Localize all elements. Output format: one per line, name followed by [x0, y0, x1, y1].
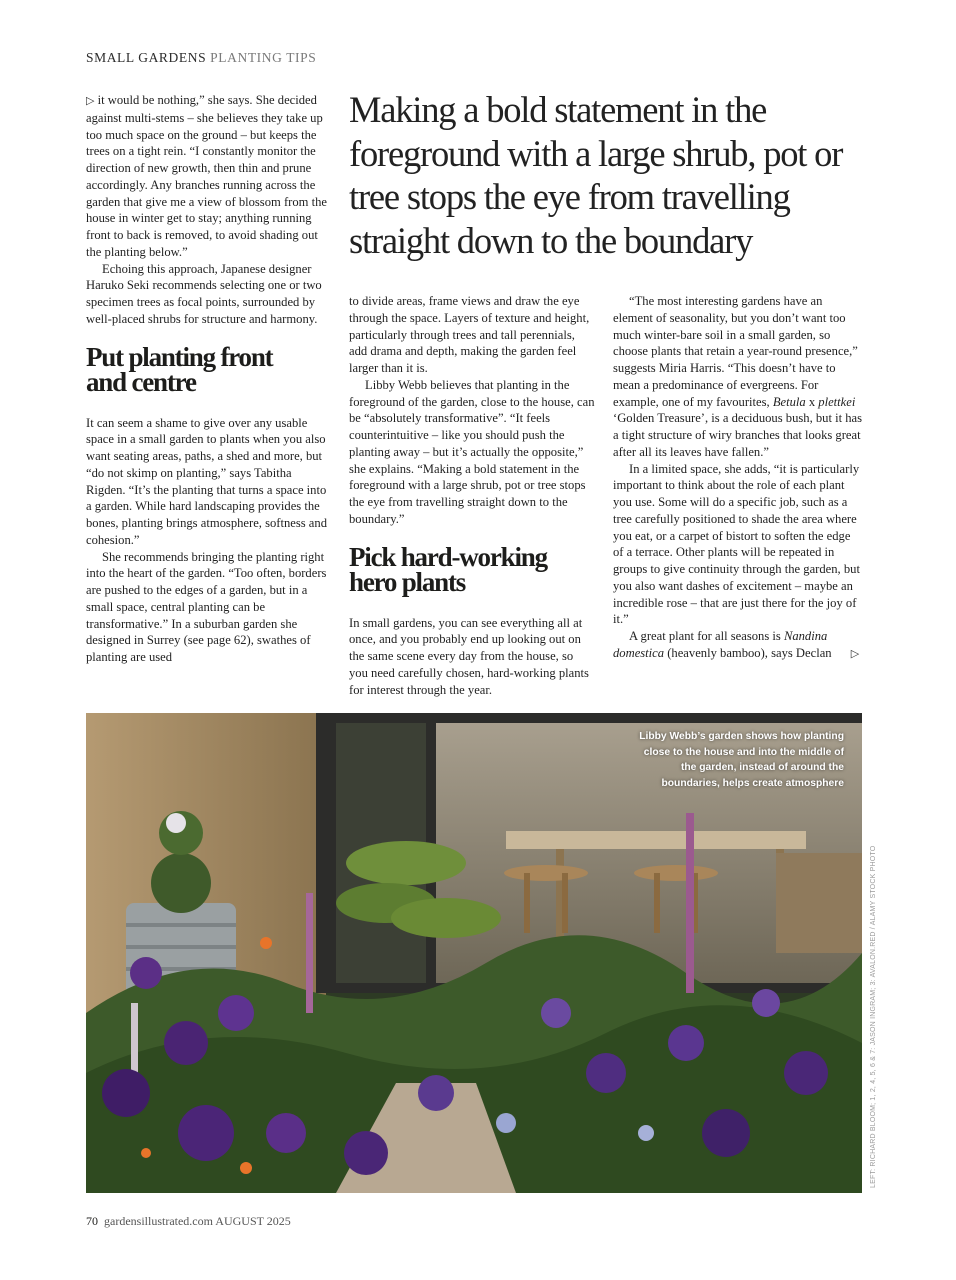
- allium: [102, 1069, 150, 1117]
- fatsia-leaf: [346, 841, 466, 885]
- allium: [344, 1131, 388, 1175]
- allium: [541, 998, 571, 1028]
- allium: [266, 1113, 306, 1153]
- col3-paragraph-2: In a limited space, she adds, “it is particularly important to think about the role of each plant you use. Some will do a specific job, such as a tree carefully positioned to shade the area where you eat, or a carpet of bistort to soften the edge of a terrace. Other plants will be repeated in groups to give continuity through the garden, but you also want dashes of excitement – maybe an incredible rose – that are just there for the joy of it.”: [613, 461, 860, 627]
- section-heading-planting: Put planting front and centre: [86, 341, 273, 397]
- stool: [504, 865, 588, 881]
- allium: [218, 995, 254, 1031]
- section-label: SMALL GARDENS: [86, 50, 207, 65]
- foxglove: [306, 893, 313, 1013]
- col2-paragraph-3: In small gardens, you can see everything all at once, and you probably end up looking out on the same scene every day from the house, so you need carefully chosen, hard-working plants for interest through the year.: [349, 615, 589, 697]
- folio-text: gardensillustrated.com AUGUST 2025: [104, 1214, 291, 1228]
- photo-credit: LEFT: RICHARD BLOOM; 1, 2, 4, 5, 6 & 7: JASON INGRAM; 3: AVALON.RED / ALAMY STOCK PHOTO: [870, 845, 877, 1188]
- allium: [668, 1025, 704, 1061]
- topiary: [151, 853, 211, 913]
- allium: [130, 957, 162, 989]
- foxglove: [686, 813, 694, 993]
- allium: [784, 1051, 828, 1095]
- woven-chair: [776, 853, 862, 953]
- col1-paragraph-3: It can seem a shame to give over any usable space in a small garden to plants when you also want seating areas, paths, a shed and more, but “do not skimp on planting,” says Tabitha Rigden. “It’s the planting that turns a space into a garden. While hard landscaping provides the bones, planting brings atmosphere, softness and cohesion.”: [86, 415, 327, 547]
- page-number: 70: [86, 1214, 98, 1228]
- allium: [164, 1021, 208, 1065]
- pull-quote: Making a bold statement in the foreground with a large shrub, pot or tree stops the eye from travelling straight down to the boundary: [349, 89, 843, 261]
- col1-paragraph-1: ▷ it would be nothing,” she says. She decided against multi-stems – she believes they take up too much space on the ground – but keeps the trees on a tight rein. “I constantly monitor the direction of new growth, then thin and prune accordingly. Any branches running across the garden that give me a view of blossom from the house in winter get to stay; anything running front to back is removed, to avoid shading out the planting below.”: [86, 93, 327, 259]
- column-2: [349, 293, 595, 698]
- col3-paragraph-3: A great plant for all seasons is Nandina domestica (heavenly bamboo), says Declan ▷: [613, 628, 863, 663]
- allium: [586, 1053, 626, 1093]
- continues-arrow-icon: ▷: [850, 647, 860, 660]
- dining-table: [506, 831, 806, 849]
- folio: [86, 1214, 291, 1229]
- section-heading-hero-plants: Pick hard-working hero plants: [349, 541, 547, 597]
- allium: [178, 1105, 234, 1161]
- subsection-label: PLANTING TIPS: [210, 50, 317, 65]
- continued-arrow-icon: ▷: [86, 95, 95, 107]
- allium: [418, 1075, 454, 1111]
- col1-paragraph-4: She recommends bringing the planting right into the heart of the garden. “Too often, borders are pushed to the edges of a garden, but in a small space, central planting can be transformative.” In a suburban garden she designed in Surrey (see page 62), swathes of planting are used: [86, 549, 327, 664]
- col3-paragraph-1: “The most interesting gardens have an element of seasonality, but you don’t want too much winter-bare soil in a small garden, so choose plants that retain a year-round presence,” suggests Miria Harris. “This doesn’t have to mean a predominance of evergreens. For example, one of my favourites, Betula x plettkei ‘Golden Treasure’, is a deciduous bush, but it has a tight structure of wiry branches that looks great after all its leaves have fallen.”: [613, 294, 863, 459]
- garden-photo: [86, 713, 862, 1193]
- running-head: [86, 50, 316, 66]
- column-3: [613, 293, 863, 663]
- photo-caption: Libby Webb’s garden shows how planting close to the house and into the middle of the garden, instead of around the boundaries, helps create atmosphere: [639, 731, 844, 789]
- col1-paragraph-2: Echoing this approach, Japanese designer Haruko Seki recommends selecting one or two specimen trees as focal points, surrounded by well-placed shrubs for structure and harmony.: [86, 261, 322, 326]
- column-1: [86, 92, 330, 666]
- stool: [634, 865, 718, 881]
- col2-paragraph-1: to divide areas, frame views and draw the eye through the space. Layers of texture and height, particularly through trees and tall perennials, add drama and depth, making the garden feel larger than it is.: [349, 294, 590, 375]
- allium: [752, 989, 780, 1017]
- allium: [702, 1109, 750, 1157]
- col2-paragraph-2: Libby Webb believes that planting in the foreground of the garden, close to the house, can be “absolutely transformative”. “It feels counterintuitive – like you should push the planting away – but it’s actually the opposite,” she explains. “Making a bold statement in the foreground with a large shrub, pot or tree stops the eye from travelling straight down to the boundary.”: [349, 377, 595, 526]
